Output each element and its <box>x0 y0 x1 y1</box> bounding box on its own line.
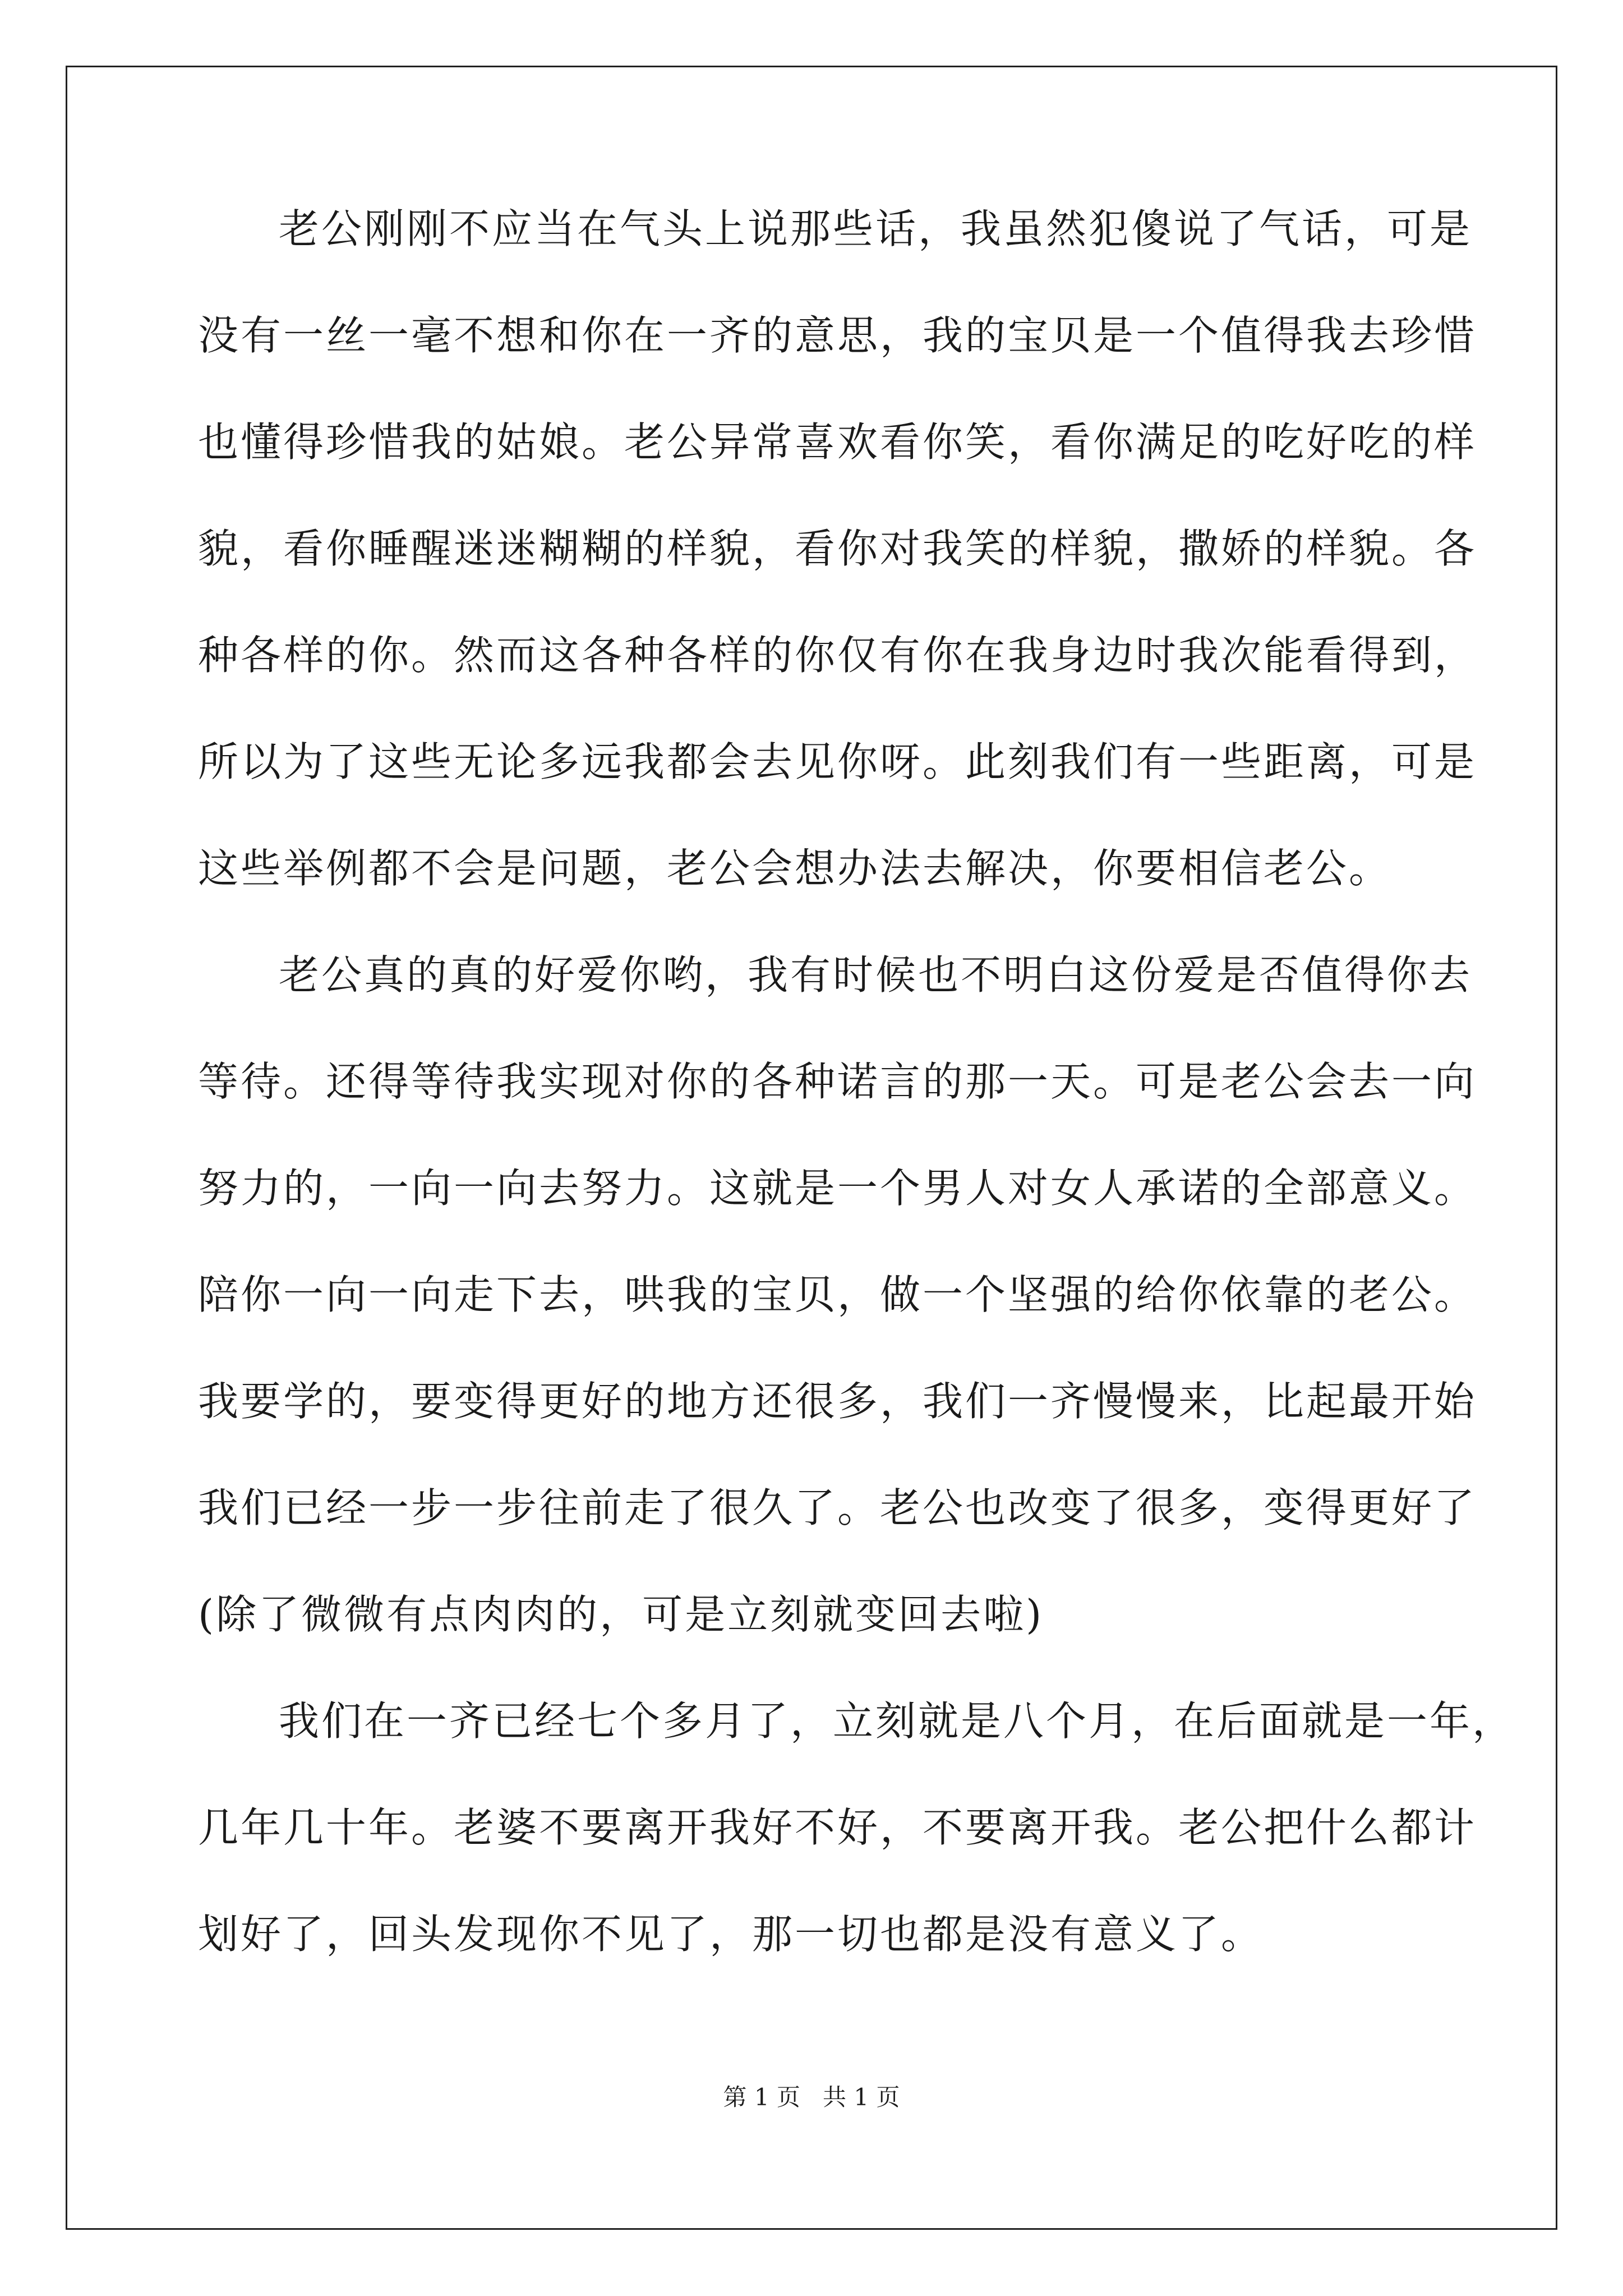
paragraph-2-line-3: 努力的，一向一向去努力。这就是一个男人对女人承诺的全部意义。 <box>198 1165 1477 1212</box>
paragraph-2-line-4: 陪你一向一向走下去，哄我的宝贝，做一个坚强的给你依靠的老公。 <box>198 1271 1477 1318</box>
paragraph-1-line-3: 也懂得珍惜我的姑娘。老公异常喜欢看你笑，看你满足的吃好吃的样 <box>198 418 1477 466</box>
paragraph-2-line-6: 我们已经一步一步往前走了很久了。老公也改变了很多，变得更好了 <box>198 1484 1477 1531</box>
paragraph-3-line-2: 几年几十年。老婆不要离开我好不好，不要离开我。老公把什么都计 <box>198 1804 1477 1851</box>
paragraph-3-line-3: 划好了，回头发现你不见了，那一切也都是没有意义了。 <box>198 1911 1264 1958</box>
paragraph-2-line-2: 等待。还得等待我实现对你的各种诺言的那一天。可是老公会去一向 <box>198 1058 1477 1105</box>
paragraph-2-line-5: 我要学的，要变得更好的地方还很多，我们一齐慢慢来，比起最开始 <box>198 1378 1477 1425</box>
paragraph-1-line-2: 没有一丝一毫不想和你在一齐的意思，我的宝贝是一个值得我去珍惜 <box>198 312 1477 359</box>
paragraph-2-line-7: (除了微微有点肉肉的，可是立刻就变回去啦) <box>198 1591 1044 1638</box>
document-body <box>198 205 1515 2021</box>
paragraph-2-line-1: 老公真的真的好爱你哟，我有时候也不明白这份爱是否值得你去 <box>279 951 1473 999</box>
paragraph-1-line-4: 貌，看你睡醒迷迷糊糊的样貌，看你对我笑的样貌，撒娇的样貌。各 <box>198 525 1477 572</box>
paragraph-1-line-6: 所以为了这些无论多远我都会去见你呀。此刻我们有一些距离，可是 <box>198 738 1477 785</box>
paragraph-3-line-1: 我们在一齐已经七个多月了，立刻就是八个月，在后面就是一年， <box>279 1697 1515 1745</box>
page-footer: 第 1 页 共 1 页 <box>723 2083 900 2111</box>
paragraph-1-line-5: 种各样的你。然而这各种各样的你仅有你在我身边时我次能看得到， <box>198 632 1477 679</box>
paragraph-1-line-1: 老公刚刚不应当在气头上说那些话，我虽然犯傻说了气话，可是 <box>279 205 1473 252</box>
paragraph-1-line-7: 这些举例都不会是问题，老公会想办法去解决，你要相信老公。 <box>198 845 1392 892</box>
